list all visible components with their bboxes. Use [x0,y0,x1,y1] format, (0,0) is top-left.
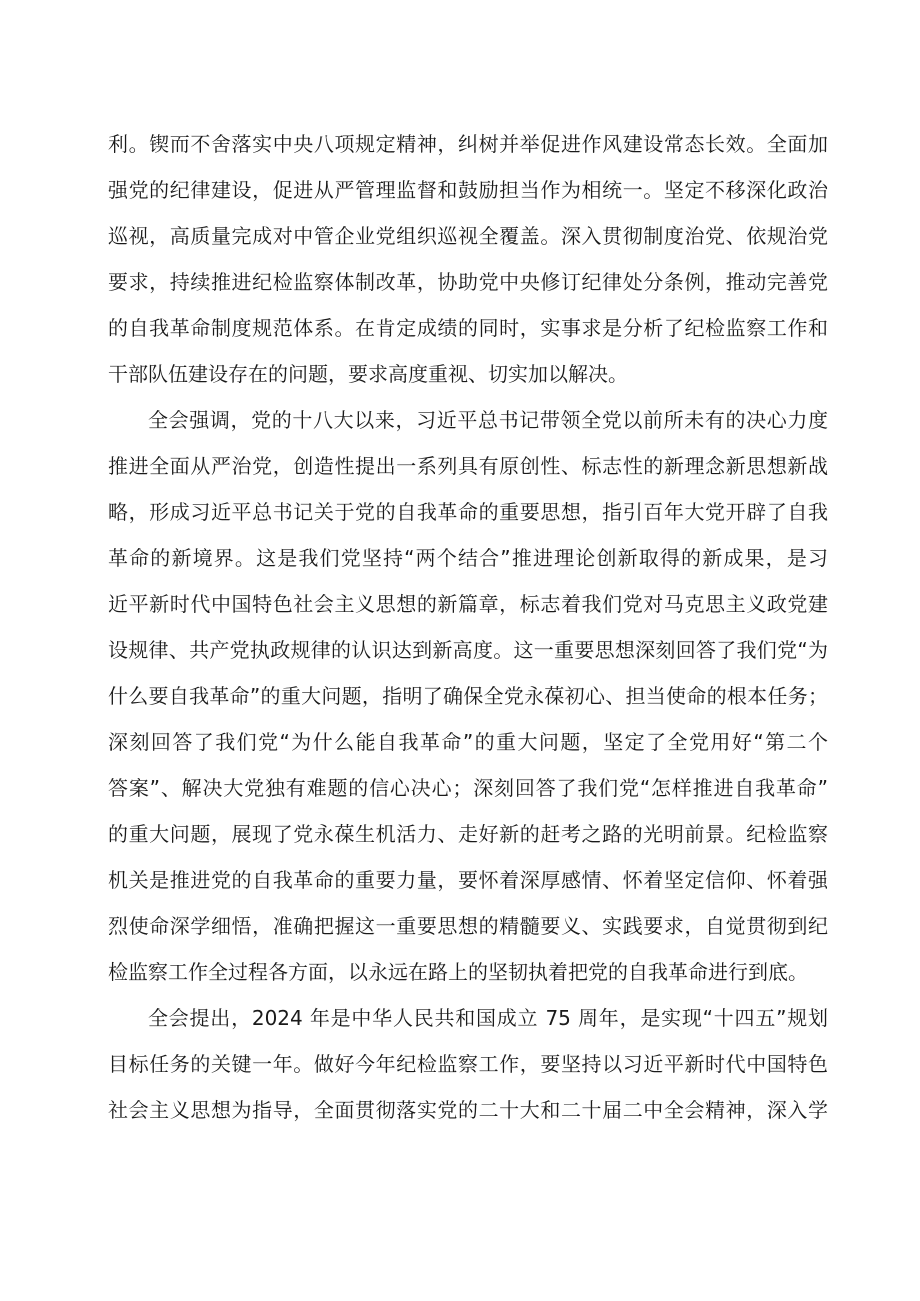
text-line: 什么要自我革命”的重大问题，指明了确保全党永葆初心、担当使命的根本任务； [108,684,828,708]
text-line: 略，形成习近平总书记关于党的自我革命的重要思想，指引百年大党开辟了自我 [108,500,828,524]
text-line: 社会主义思想为指导，全面贯彻落实党的二十大和二十届二中全会精神，深入学 [108,1098,828,1122]
text-line: 目标任务的关键一年。做好今年纪检监察工作，要坚持以习近平新时代中国特色 [108,1052,828,1076]
text-line: 推进全面从严治党，创造性提出一系列具有原创性、标志性的新理念新思想新战 [108,454,828,478]
text-line: 近平新时代中国特色社会主义思想的新篇章，标志着我们党对马克思主义政党建 [108,592,828,616]
text-line: 强党的纪律建设，促进从严管理监督和鼓励担当作为相统一。坚定不移深化政治 [108,178,828,202]
document-body [108,121,828,1133]
text-line: 烈使命深学细悟，准确把握这一重要思想的精髓要义、实践要求，自觉贯彻到纪 [108,914,828,938]
text-line: 机关是推进党的自我革命的重要力量，要怀着深厚感情、怀着坚定信仰、怀着强 [108,868,828,892]
text-line: 检监察工作全过程各方面，以永远在路上的坚韧执着把党的自我革命进行到底。 [108,960,808,984]
text-line: 革命的新境界。这是我们党坚持“两个结合”推进理论创新取得的新成果，是习 [108,546,828,570]
text-line: 干部队伍建设存在的问题，要求高度重视、切实加以解决。 [108,362,628,386]
text-line: 全会提出，2024 年是中华人民共和国成立 75 周年，是实现“十四五”规划 [148,1006,828,1030]
text-line: 设规律、共产党执政规律的认识达到新高度。这一重要思想深刻回答了我们党“为 [108,638,828,662]
text-line: 深刻回答了我们党“为什么能自我革命”的重大问题，坚定了全党用好“第二个 [108,730,828,754]
text-line: 利。锲而不舍落实中央八项规定精神，纠树并举促进作风建设常态长效。全面加 [108,132,828,156]
text-line: 要求，持续推进纪检监察体制改革，协助党中央修订纪律处分条例，推动完善党 [108,270,828,294]
paragraph-3 [108,995,828,1133]
text-line: 答案”、解决大党独有难题的信心决心；深刻回答了我们党“怎样推进自我革命” [108,776,828,800]
paragraph-2 [108,397,828,995]
paragraph-1 [108,121,828,397]
text-line: 的自我革命制度规范体系。在肯定成绩的同时，实事求是分析了纪检监察工作和 [108,316,828,340]
text-line: 巡视，高质量完成对中管企业党组织巡视全覆盖。深入贯彻制度治党、依规治党 [108,224,828,248]
text-line: 的重大问题，展现了党永葆生机活力、走好新的赶考之路的光明前景。纪检监察 [108,822,828,846]
text-line: 全会强调，党的十八大以来，习近平总书记带领全党以前所未有的决心力度 [148,408,828,432]
